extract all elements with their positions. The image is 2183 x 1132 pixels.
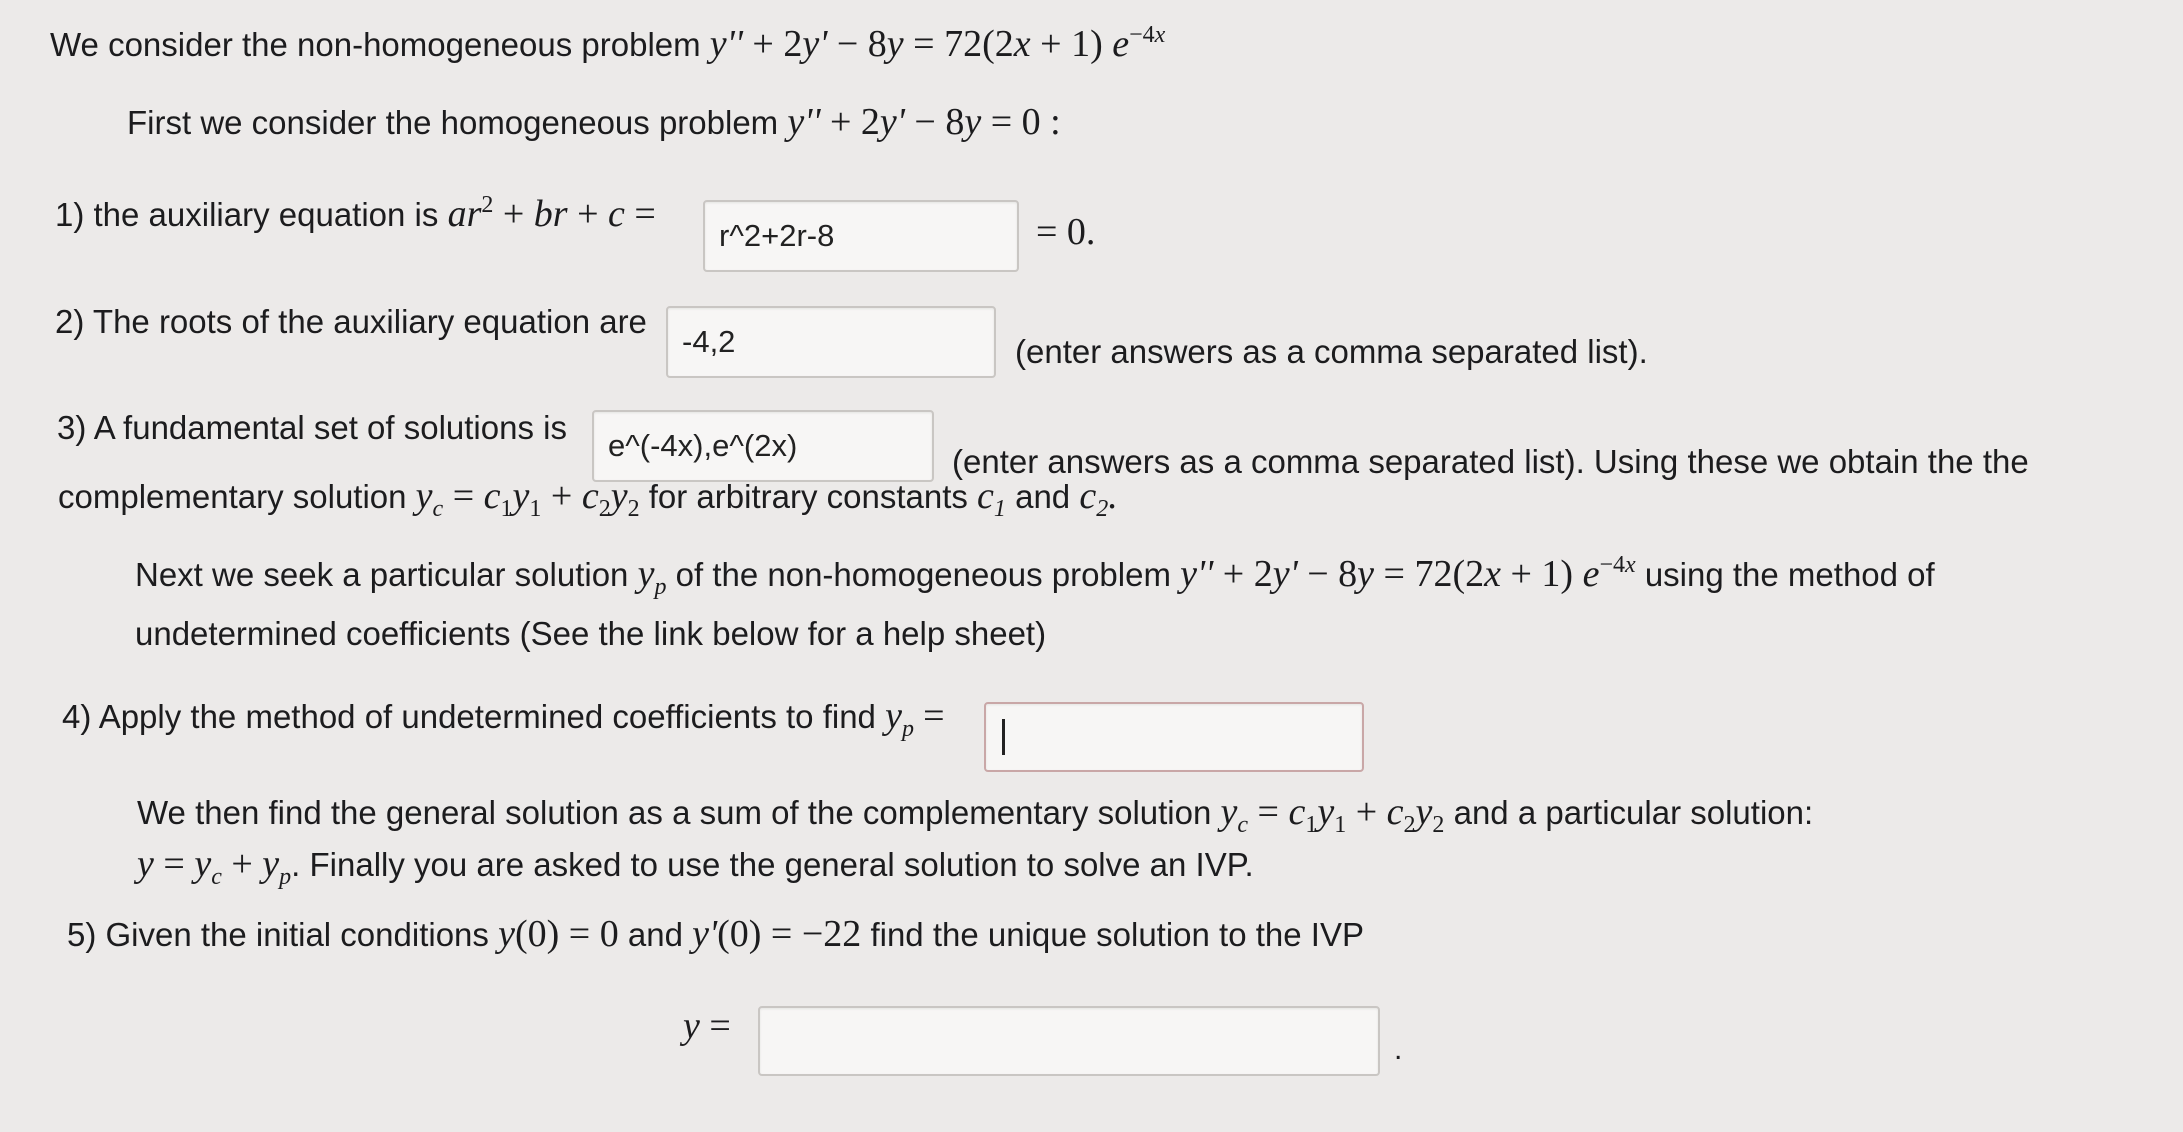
initial-condition-1: y(0) = 0 xyxy=(498,913,619,955)
q4-answer-input[interactable] xyxy=(984,702,1364,772)
homogeneous-intro-text: First we consider the homogeneous problem xyxy=(127,104,779,141)
general-text-b: and a particular solution: xyxy=(1453,794,1814,831)
q3-line2-text-c: and xyxy=(1015,478,1071,515)
problem-statement xyxy=(50,22,1165,67)
q3-complementary-line xyxy=(58,474,1118,522)
q2-answer-value: -4,2 xyxy=(682,324,736,359)
q3-label: 3) A fundamental set of solutions is xyxy=(57,409,567,446)
q3-line2-text-a: complementary solution xyxy=(58,478,407,515)
q1-answer-value: r^2+2r-8 xyxy=(719,218,835,253)
q1-answer-input[interactable] xyxy=(703,200,1019,272)
q1-label-text: 1) the auxiliary equation is xyxy=(55,196,439,233)
q1-aux-expression: $ar^2$ + br + c = xyxy=(447,192,656,235)
general-solution-line2 xyxy=(137,842,1254,890)
q3-answer-value: e^(-4x),e^(2x) xyxy=(608,428,798,463)
particular-text-a: Next we seek a particular solution xyxy=(135,556,629,593)
q3-line2-text-b: for arbitrary constants xyxy=(648,478,968,515)
particular-text-b: of the non-homogeneous problem xyxy=(675,556,1171,593)
particular-text-c: using the method of xyxy=(1644,556,1935,593)
q1-label xyxy=(55,192,656,237)
homogeneous-equation: y'' + 2y' − 8y = 0 : xyxy=(787,101,1061,143)
ode-equation: y'' + 2y' − 8y = 72(2x + 1) $e^{-4x}$ xyxy=(709,22,1166,65)
q2-hint: (enter answers as a comma separated list). xyxy=(1015,333,1648,370)
ode-equation-repeat: y'' + 2y' − 8y = 72(2x + 1) $e^{-4x}$ xyxy=(1180,552,1636,595)
q2-label: 2) The roots of the auxiliary equation are xyxy=(55,303,647,340)
q5-and-text: and xyxy=(627,916,683,953)
particular-intro xyxy=(135,552,1935,600)
q3-answer-input[interactable] xyxy=(592,410,934,482)
constant-c1: $c_1$ xyxy=(977,475,1006,522)
q4-yp-symbol: $y_p$ xyxy=(885,695,914,742)
text-caret xyxy=(1002,719,1005,755)
problem-intro-text: We consider the non-homogeneous problem xyxy=(50,26,701,63)
q5-label xyxy=(67,912,1364,957)
general-text-c: . Finally you are asked to use the general solution to solve an IVP. xyxy=(291,846,1254,883)
general-text-a: We then find the general solution as a sum of the complementary solution xyxy=(137,794,1212,831)
general-solution-line1 xyxy=(137,790,1814,838)
homogeneous-statement xyxy=(127,100,1061,145)
trailing-period: . xyxy=(1394,1033,1403,1066)
q3-hint: (enter answers as a comma separated list). Using these we obtain the the xyxy=(952,443,2029,480)
constant-c2: $c_2$. xyxy=(1079,475,1118,522)
q5-answer-input[interactable] xyxy=(758,1006,1380,1076)
q1-equals-zero: = 0. xyxy=(1036,211,1096,253)
q4-label-text: 4) Apply the method of undetermined coefficients to find xyxy=(62,698,876,735)
particular-intro-line2: undetermined coefficients (See the link below for a help sheet) xyxy=(135,615,1047,652)
q5-y-equals: y = xyxy=(683,1005,731,1047)
complementary-solution-expr-2: $y_c = c_1y_1 + c_2y_2$ xyxy=(1220,791,1445,838)
general-solution-expr: $y = y_c + y_p$ xyxy=(137,843,292,890)
q5-label-text: 5) Given the initial conditions xyxy=(67,916,489,953)
q4-equals: = xyxy=(923,695,945,737)
q4-label xyxy=(62,694,945,742)
initial-condition-2: y'(0) = −22 xyxy=(692,913,862,955)
q2-answer-input[interactable] xyxy=(666,306,996,378)
yp-symbol: $y_p$ xyxy=(637,553,667,600)
complementary-solution-expr: $y_c = c_1y_1 + c_2y_2$ xyxy=(415,475,640,522)
q5-tail-text: find the unique solution to the IVP xyxy=(870,916,1364,953)
